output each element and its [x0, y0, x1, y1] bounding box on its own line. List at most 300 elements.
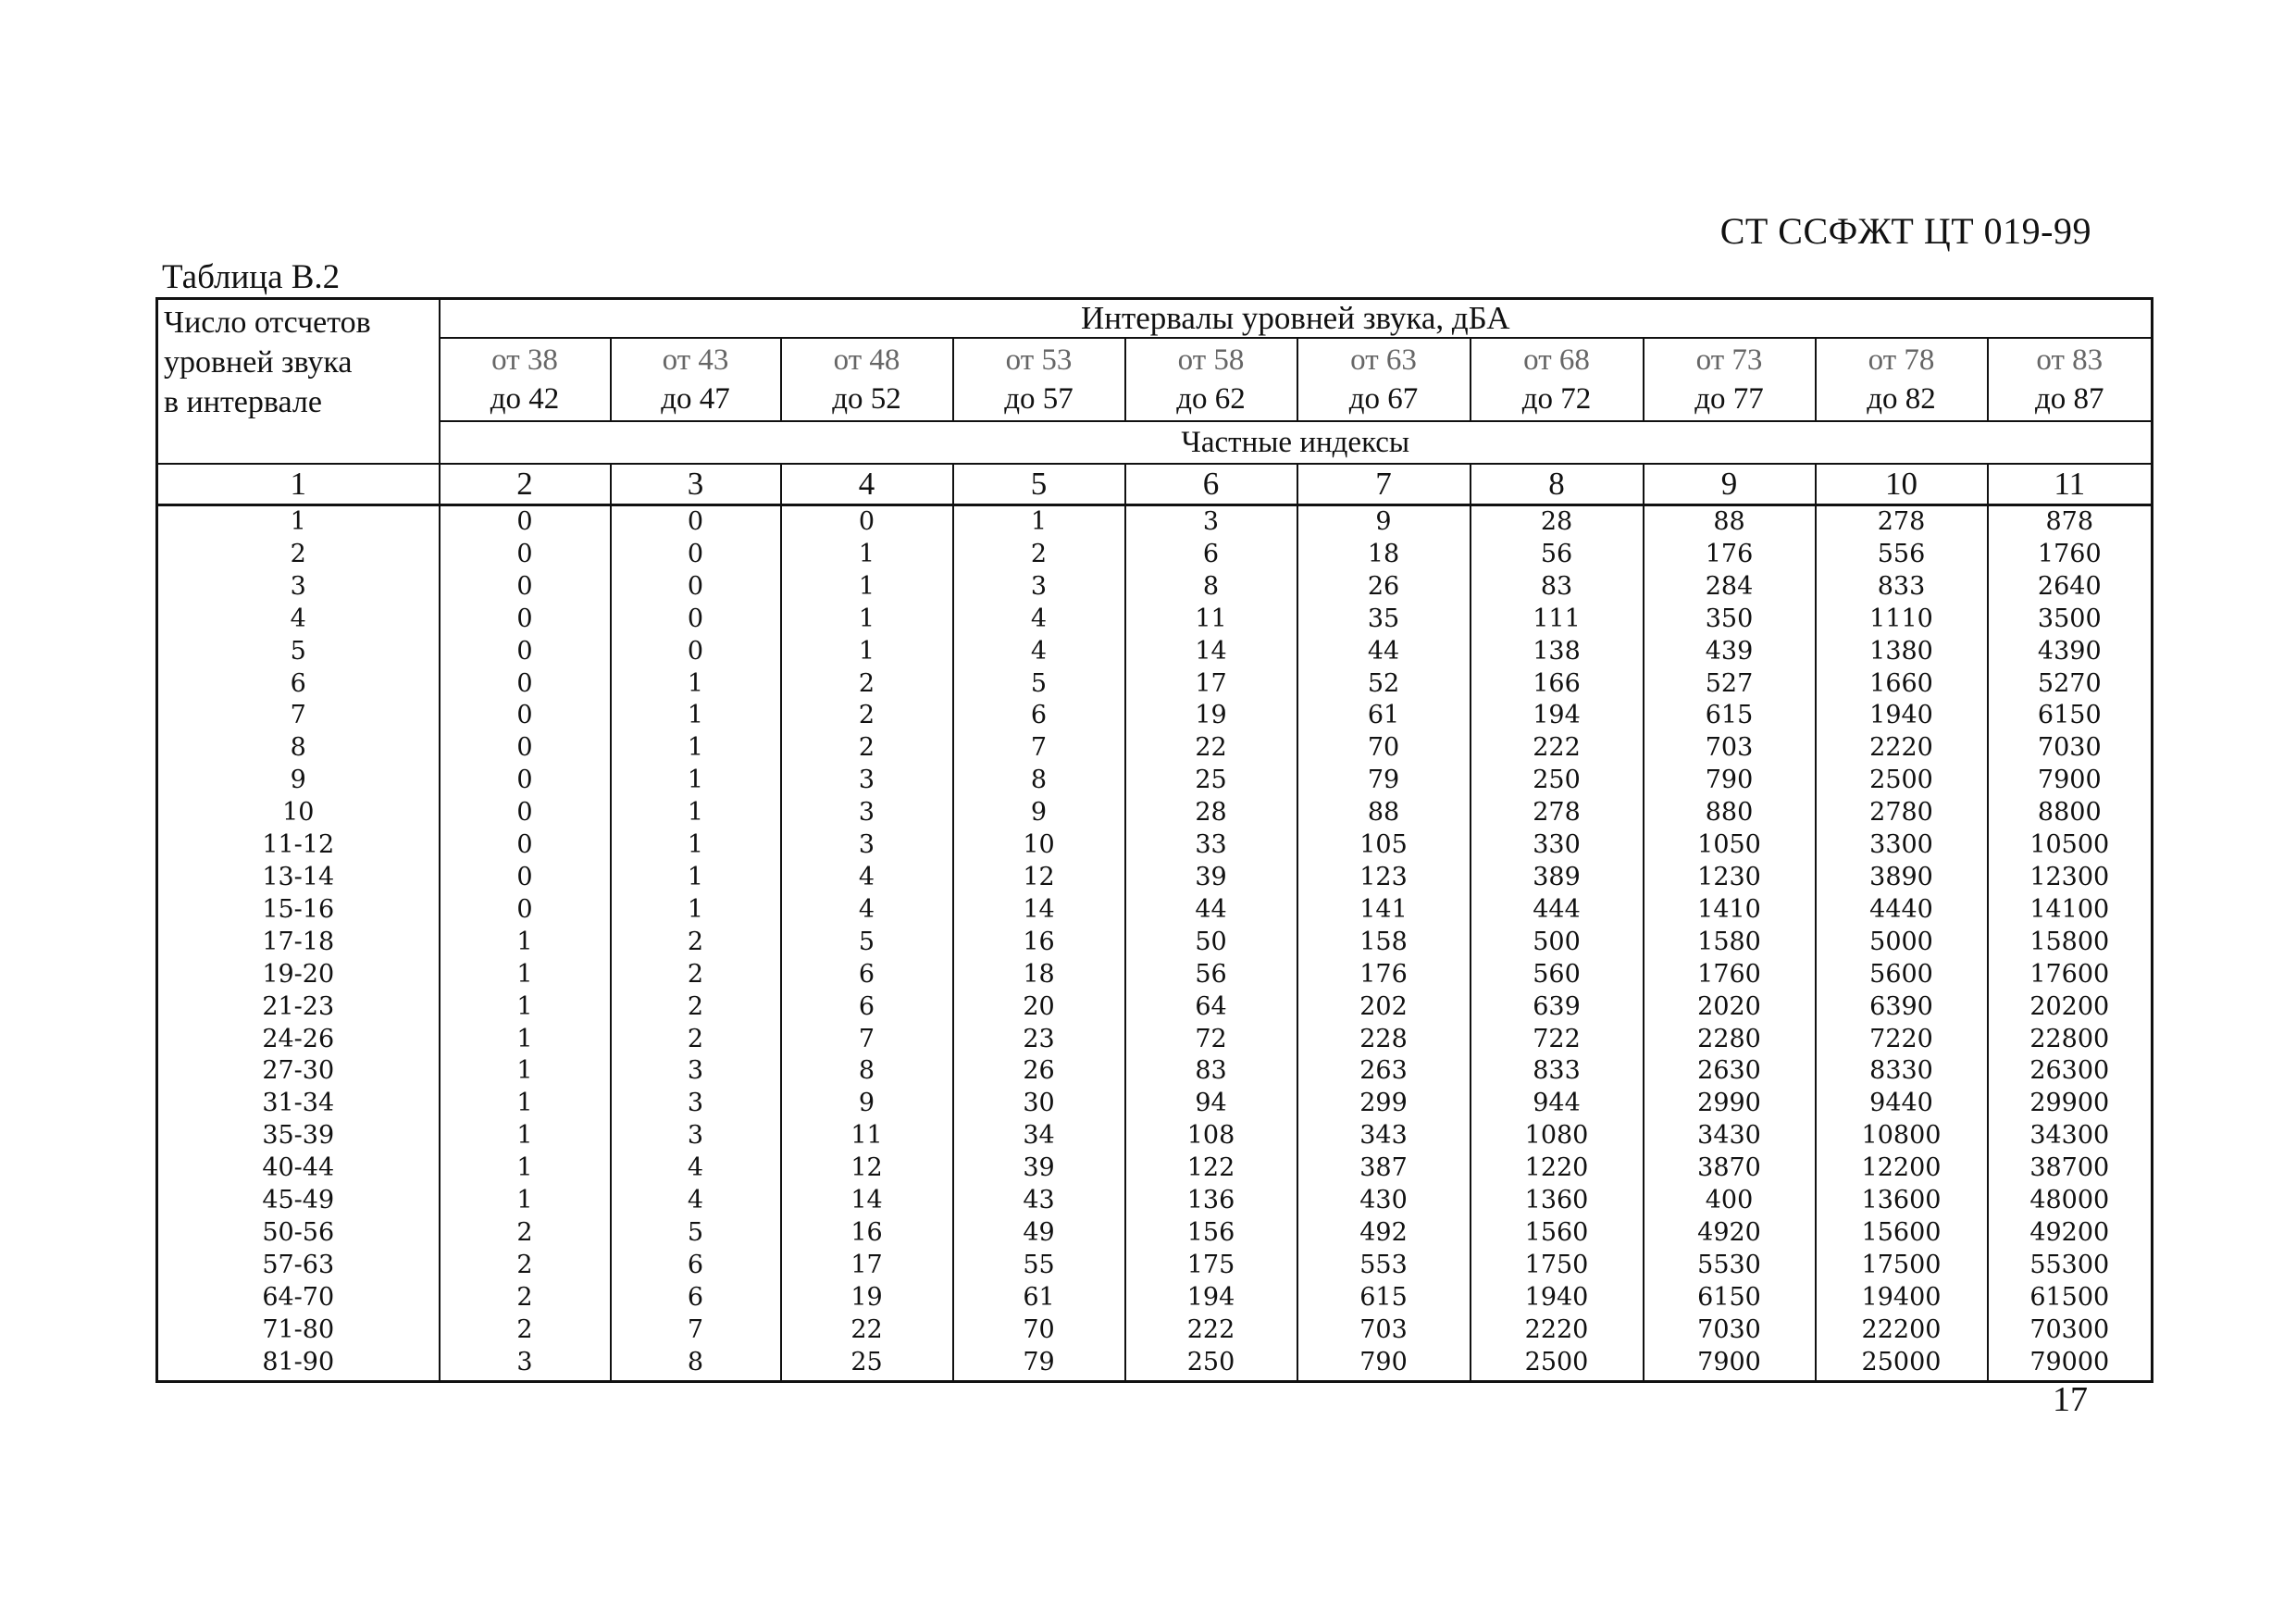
index-cell: 553 — [1297, 1250, 1471, 1282]
count-cell: 71-80 — [157, 1314, 440, 1347]
table-title: Таблица В.2 — [162, 258, 341, 296]
index-cell: 1 — [440, 1055, 611, 1088]
index-cell: 9 — [1297, 505, 1471, 539]
count-cell: 9 — [157, 765, 440, 797]
interval-from: от 73 — [1695, 343, 1763, 377]
index-cell: 444 — [1471, 894, 1644, 927]
index-cell: 72 — [1125, 1024, 1297, 1056]
index-cell: 790 — [1297, 1347, 1471, 1382]
column-number: 1 — [157, 464, 440, 505]
interval-from: от 58 — [1177, 343, 1245, 377]
index-cell: 1 — [611, 765, 781, 797]
index-cell: 1 — [611, 894, 781, 927]
index-cell: 56 — [1471, 539, 1644, 571]
index-cell: 7 — [611, 1314, 781, 1347]
index-cell: 18 — [1297, 539, 1471, 571]
index-cell: 4 — [953, 604, 1125, 636]
index-cell: 43 — [953, 1185, 1125, 1217]
index-cell: 1 — [440, 991, 611, 1024]
index-cell: 3 — [781, 829, 953, 862]
index-cell: 3300 — [1816, 829, 1988, 862]
index-cell: 19 — [1125, 700, 1297, 732]
index-cell: 2780 — [1816, 797, 1988, 829]
table-row — [157, 1055, 2153, 1088]
table-row — [157, 700, 2153, 732]
index-cell: 10500 — [1988, 829, 2153, 862]
index-cell: 3 — [440, 1347, 611, 1382]
index-cell: 278 — [1816, 505, 1988, 539]
count-cell: 31-34 — [157, 1088, 440, 1120]
index-cell: 615 — [1297, 1282, 1471, 1314]
index-cell: 722 — [1471, 1024, 1644, 1056]
index-cell: 2 — [440, 1314, 611, 1347]
count-cell: 24-26 — [157, 1024, 440, 1056]
index-cell: 2280 — [1644, 1024, 1816, 1056]
index-cell: 1050 — [1644, 829, 1816, 862]
index-cell: 8 — [953, 765, 1125, 797]
index-cell: 7 — [953, 732, 1125, 765]
table-row — [157, 1282, 2153, 1314]
index-cell: 2 — [781, 732, 953, 765]
index-cell: 0 — [440, 732, 611, 765]
interval-from: от 78 — [1868, 343, 1935, 377]
index-cell: 0 — [440, 765, 611, 797]
index-cell: 6 — [781, 991, 953, 1024]
index-cell: 278 — [1471, 797, 1644, 829]
index-cell: 49 — [953, 1217, 1125, 1250]
count-cell: 81-90 — [157, 1347, 440, 1382]
table-header — [157, 299, 2153, 505]
index-cell: 56 — [1125, 959, 1297, 991]
count-cell: 45-49 — [157, 1185, 440, 1217]
index-cell: 1 — [611, 829, 781, 862]
index-cell: 9440 — [1816, 1088, 1988, 1120]
index-cell: 108 — [1125, 1120, 1297, 1152]
interval-from: от 38 — [491, 343, 558, 377]
index-cell: 14100 — [1988, 894, 2153, 927]
table-row — [157, 829, 2153, 862]
index-cell: 1940 — [1471, 1282, 1644, 1314]
index-cell: 44 — [1297, 636, 1471, 668]
index-cell: 2 — [440, 1282, 611, 1314]
index-cell: 878 — [1988, 505, 2153, 539]
index-cell: 194 — [1471, 700, 1644, 732]
index-cell: 29900 — [1988, 1088, 2153, 1120]
index-cell: 790 — [1644, 765, 1816, 797]
index-cell: 1 — [440, 1088, 611, 1120]
table-row — [157, 1152, 2153, 1185]
column-number: 5 — [953, 464, 1125, 505]
table-row — [157, 927, 2153, 959]
index-cell: 19400 — [1816, 1282, 1988, 1314]
index-cell: 4 — [781, 862, 953, 894]
index-cell: 1 — [781, 604, 953, 636]
index-cell: 39 — [1125, 862, 1297, 894]
index-cell: 38700 — [1988, 1152, 2153, 1185]
index-cell: 1 — [440, 959, 611, 991]
index-cell: 18 — [953, 959, 1125, 991]
index-cell: 13600 — [1816, 1185, 1988, 1217]
index-cell: 7 — [781, 1024, 953, 1056]
index-cell: 35 — [1297, 604, 1471, 636]
index-cell: 166 — [1471, 668, 1644, 701]
count-cell: 6 — [157, 668, 440, 701]
index-cell: 22 — [1125, 732, 1297, 765]
index-cell: 14 — [1125, 636, 1297, 668]
index-cell: 52 — [1297, 668, 1471, 701]
index-cell: 88 — [1644, 505, 1816, 539]
index-cell: 4 — [611, 1185, 781, 1217]
index-cell: 2 — [440, 1217, 611, 1250]
index-cell: 1940 — [1816, 700, 1988, 732]
index-cell: 5 — [611, 1217, 781, 1250]
index-cell: 16 — [781, 1217, 953, 1250]
index-cell: 0 — [440, 700, 611, 732]
index-cell: 0 — [440, 636, 611, 668]
index-cell: 34 — [953, 1120, 1125, 1152]
index-cell: 12300 — [1988, 862, 2153, 894]
index-cell: 22 — [781, 1314, 953, 1347]
index-cell: 202 — [1297, 991, 1471, 1024]
index-cell: 222 — [1125, 1314, 1297, 1347]
table-row — [157, 894, 2153, 927]
index-cell: 83 — [1125, 1055, 1297, 1088]
interval-to: до 82 — [1867, 382, 1936, 416]
index-cell: 10 — [953, 829, 1125, 862]
index-cell: 50 — [1125, 927, 1297, 959]
index-cell: 9 — [781, 1088, 953, 1120]
interval-header — [781, 338, 953, 421]
index-cell: 17500 — [1816, 1250, 1988, 1282]
count-cell: 10 — [157, 797, 440, 829]
count-cell: 2 — [157, 539, 440, 571]
index-cell: 55300 — [1988, 1250, 2153, 1282]
index-cell: 299 — [1297, 1088, 1471, 1120]
index-cell: 0 — [611, 539, 781, 571]
interval-from: от 48 — [833, 343, 900, 377]
index-cell: 175 — [1125, 1250, 1297, 1282]
index-cell: 25 — [781, 1347, 953, 1382]
index-cell: 34300 — [1988, 1120, 2153, 1152]
index-cell: 343 — [1297, 1120, 1471, 1152]
index-cell: 8800 — [1988, 797, 2153, 829]
index-cell: 11 — [1125, 604, 1297, 636]
index-cell: 3430 — [1644, 1120, 1816, 1152]
index-cell: 3 — [953, 571, 1125, 604]
table-row — [157, 797, 2153, 829]
index-cell: 0 — [611, 636, 781, 668]
index-cell: 2630 — [1644, 1055, 1816, 1088]
index-cell: 1560 — [1471, 1217, 1644, 1250]
index-cell: 9 — [953, 797, 1125, 829]
interval-header — [1297, 338, 1471, 421]
count-cell: 4 — [157, 604, 440, 636]
index-cell: 8 — [781, 1055, 953, 1088]
table-row — [157, 604, 2153, 636]
partial-indices-header: Частные индексы — [440, 421, 2153, 464]
count-cell: 13-14 — [157, 862, 440, 894]
index-cell: 70300 — [1988, 1314, 2153, 1347]
index-cell: 26 — [1297, 571, 1471, 604]
index-cell: 1360 — [1471, 1185, 1644, 1217]
index-cell: 1 — [953, 505, 1125, 539]
index-cell: 1 — [611, 700, 781, 732]
interval-row — [157, 338, 2153, 421]
index-cell: 141 — [1297, 894, 1471, 927]
index-cell: 2 — [781, 700, 953, 732]
interval-header — [611, 338, 781, 421]
index-cell: 26300 — [1988, 1055, 2153, 1088]
index-cell: 1 — [440, 1024, 611, 1056]
index-cell: 5530 — [1644, 1250, 1816, 1282]
index-cell: 20200 — [1988, 991, 2153, 1024]
index-cell: 122 — [1125, 1152, 1297, 1185]
index-cell: 79000 — [1988, 1347, 2153, 1382]
table-row — [157, 1250, 2153, 1282]
index-cell: 79 — [1297, 765, 1471, 797]
index-cell: 3500 — [1988, 604, 2153, 636]
index-cell: 703 — [1644, 732, 1816, 765]
index-cell: 33 — [1125, 829, 1297, 862]
count-cell: 8 — [157, 732, 440, 765]
table-row — [157, 1347, 2153, 1382]
index-cell: 0 — [440, 571, 611, 604]
index-cell: 6150 — [1988, 700, 2153, 732]
interval-header — [1125, 338, 1297, 421]
index-cell: 49200 — [1988, 1217, 2153, 1250]
index-cell: 2500 — [1816, 765, 1988, 797]
index-cell: 2990 — [1644, 1088, 1816, 1120]
index-cell: 6 — [611, 1250, 781, 1282]
index-cell: 2 — [611, 991, 781, 1024]
index-cell: 0 — [440, 604, 611, 636]
index-cell: 1 — [440, 1120, 611, 1152]
index-cell: 0 — [781, 505, 953, 539]
index-cell: 0 — [440, 894, 611, 927]
index-cell: 6390 — [1816, 991, 1988, 1024]
index-cell: 2 — [611, 927, 781, 959]
index-cell: 25000 — [1816, 1347, 1988, 1382]
table-row — [157, 732, 2153, 765]
interval-to: до 72 — [1521, 382, 1592, 416]
interval-header — [1816, 338, 1988, 421]
index-cell: 639 — [1471, 991, 1644, 1024]
index-cell: 8330 — [1816, 1055, 1988, 1088]
index-cell: 17 — [781, 1250, 953, 1282]
index-cell: 1380 — [1816, 636, 1988, 668]
table-row — [157, 505, 2153, 539]
index-cell: 5 — [781, 927, 953, 959]
index-cell: 389 — [1471, 862, 1644, 894]
index-cell: 0 — [611, 505, 781, 539]
index-cell: 1 — [611, 862, 781, 894]
index-cell: 250 — [1471, 765, 1644, 797]
index-cell: 3 — [781, 765, 953, 797]
index-cell: 5000 — [1816, 927, 1988, 959]
index-cell: 1 — [611, 732, 781, 765]
index-cell: 176 — [1644, 539, 1816, 571]
index-cell: 19 — [781, 1282, 953, 1314]
table-row — [157, 1217, 2153, 1250]
count-cell: 17-18 — [157, 927, 440, 959]
interval-to: до 87 — [2035, 382, 2104, 416]
index-cell: 22800 — [1988, 1024, 2153, 1056]
index-cell: 17600 — [1988, 959, 2153, 991]
index-cell: 10800 — [1816, 1120, 1988, 1152]
column-number: 7 — [1297, 464, 1471, 505]
index-cell: 12 — [781, 1152, 953, 1185]
table-row — [157, 539, 2153, 571]
interval-header — [953, 338, 1125, 421]
interval-header — [1471, 338, 1644, 421]
index-cell: 615 — [1644, 700, 1816, 732]
corner-line: уровней звука — [164, 345, 353, 380]
index-cell: 350 — [1644, 604, 1816, 636]
column-number: 8 — [1471, 464, 1644, 505]
interval-to: до 62 — [1176, 382, 1246, 416]
index-cell: 7030 — [1988, 732, 2153, 765]
index-cell: 28 — [1125, 797, 1297, 829]
index-cell: 833 — [1816, 571, 1988, 604]
sound-index-table — [155, 297, 2153, 1383]
index-cell: 88 — [1297, 797, 1471, 829]
index-cell: 194 — [1125, 1282, 1297, 1314]
index-cell: 2220 — [1816, 732, 1988, 765]
index-cell: 39 — [953, 1152, 1125, 1185]
index-cell: 1080 — [1471, 1120, 1644, 1152]
table-row — [157, 1088, 2153, 1120]
count-cell: 19-20 — [157, 959, 440, 991]
count-cell: 64-70 — [157, 1282, 440, 1314]
index-cell: 1 — [781, 636, 953, 668]
index-cell: 560 — [1471, 959, 1644, 991]
index-cell: 400 — [1644, 1185, 1816, 1217]
index-cell: 4 — [953, 636, 1125, 668]
table-row — [157, 636, 2153, 668]
index-cell: 70 — [1297, 732, 1471, 765]
index-cell: 7220 — [1816, 1024, 1988, 1056]
interval-to: до 57 — [1004, 382, 1074, 416]
index-cell: 55 — [953, 1250, 1125, 1282]
index-cell: 1580 — [1644, 927, 1816, 959]
index-cell: 2640 — [1988, 571, 2153, 604]
index-cell: 1 — [781, 571, 953, 604]
table-row — [157, 959, 2153, 991]
interval-from: от 68 — [1523, 343, 1590, 377]
count-cell: 3 — [157, 571, 440, 604]
index-cell: 8 — [1125, 571, 1297, 604]
page-number: 17 — [2053, 1380, 2088, 1419]
column-number: 6 — [1125, 464, 1297, 505]
count-cell: 1 — [157, 505, 440, 539]
corner-line: в интервале — [164, 385, 322, 419]
index-cell: 0 — [611, 571, 781, 604]
index-cell: 5600 — [1816, 959, 1988, 991]
index-cell: 1220 — [1471, 1152, 1644, 1185]
interval-to: до 47 — [661, 382, 730, 416]
index-cell: 0 — [440, 829, 611, 862]
index-cell: 61 — [1297, 700, 1471, 732]
index-cell: 1760 — [1988, 539, 2153, 571]
index-cell: 1760 — [1644, 959, 1816, 991]
index-cell: 330 — [1471, 829, 1644, 862]
index-cell: 880 — [1644, 797, 1816, 829]
index-cell: 2220 — [1471, 1314, 1644, 1347]
count-column-header — [157, 299, 440, 465]
index-cell: 500 — [1471, 927, 1644, 959]
index-cell: 228 — [1297, 1024, 1471, 1056]
index-cell: 23 — [953, 1024, 1125, 1056]
interval-to: до 77 — [1694, 382, 1764, 416]
index-cell: 703 — [1297, 1314, 1471, 1347]
index-cell: 222 — [1471, 732, 1644, 765]
index-cell: 6150 — [1644, 1282, 1816, 1314]
count-cell: 15-16 — [157, 894, 440, 927]
index-cell: 70 — [953, 1314, 1125, 1347]
interval-from: от 43 — [662, 343, 729, 377]
index-cell: 5 — [953, 668, 1125, 701]
interval-from: от 53 — [1005, 343, 1073, 377]
index-cell: 14 — [781, 1185, 953, 1217]
intervals-title: Интервалы уровней звука, дБА — [440, 299, 2153, 339]
index-cell: 944 — [1471, 1088, 1644, 1120]
index-cell: 1750 — [1471, 1250, 1644, 1282]
count-cell: 50-56 — [157, 1217, 440, 1250]
table-row — [157, 571, 2153, 604]
index-cell: 2 — [781, 668, 953, 701]
index-cell: 0 — [440, 797, 611, 829]
index-cell: 8 — [611, 1347, 781, 1382]
index-cell: 5270 — [1988, 668, 2153, 701]
index-cell: 387 — [1297, 1152, 1471, 1185]
index-cell: 22200 — [1816, 1314, 1988, 1347]
index-cell: 123 — [1297, 862, 1471, 894]
index-cell: 3 — [611, 1120, 781, 1152]
column-number: 2 — [440, 464, 611, 505]
index-cell: 44 — [1125, 894, 1297, 927]
index-cell: 263 — [1297, 1055, 1471, 1088]
table-row — [157, 1120, 2153, 1152]
index-cell: 7030 — [1644, 1314, 1816, 1347]
index-cell: 28 — [1471, 505, 1644, 539]
index-cell: 1230 — [1644, 862, 1816, 894]
interval-header — [1644, 338, 1816, 421]
corner-line: Число отсчетов — [164, 305, 371, 340]
index-cell: 6 — [953, 700, 1125, 732]
index-cell: 25 — [1125, 765, 1297, 797]
index-cell: 12 — [953, 862, 1125, 894]
index-cell: 2020 — [1644, 991, 1816, 1024]
index-cell: 3 — [611, 1055, 781, 1088]
index-cell: 0 — [440, 668, 611, 701]
index-cell: 1 — [611, 668, 781, 701]
index-cell: 0 — [440, 862, 611, 894]
index-cell: 284 — [1644, 571, 1816, 604]
index-cell: 4 — [781, 894, 953, 927]
index-cell: 1660 — [1816, 668, 1988, 701]
index-cell: 138 — [1471, 636, 1644, 668]
index-cell: 1 — [611, 797, 781, 829]
count-cell: 40-44 — [157, 1152, 440, 1185]
interval-from: от 63 — [1350, 343, 1417, 377]
table-row — [157, 1314, 2153, 1347]
index-cell: 6 — [1125, 539, 1297, 571]
count-cell: 21-23 — [157, 991, 440, 1024]
index-cell: 3870 — [1644, 1152, 1816, 1185]
table-row — [157, 991, 2153, 1024]
index-cell: 6 — [611, 1282, 781, 1314]
index-cell: 20 — [953, 991, 1125, 1024]
